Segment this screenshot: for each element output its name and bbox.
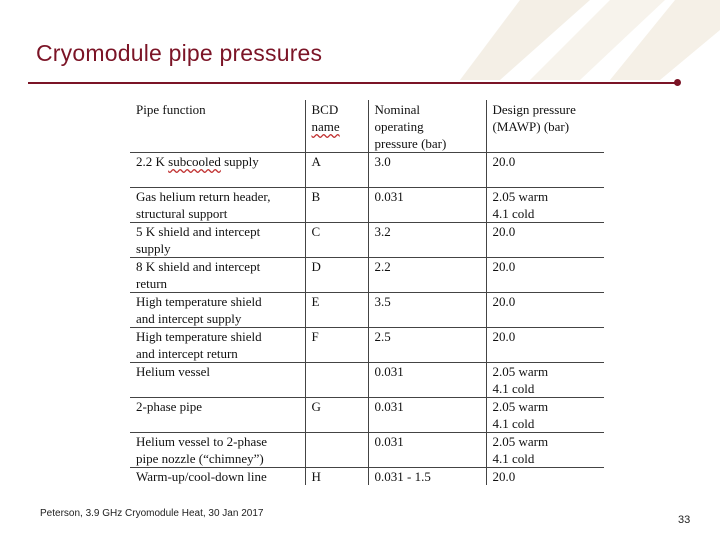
table-row [130, 363, 604, 398]
table-row [130, 153, 604, 188]
cell-design-line1: 2.05 warm [492, 434, 549, 449]
cell-pipe-function [130, 223, 305, 258]
cell-design [486, 153, 604, 188]
cell-design [486, 468, 604, 486]
cell-function-line1: Gas helium return header, [136, 189, 271, 204]
cell-function-line2: pipe nozzle (“chimney”) [136, 451, 264, 466]
cell-bcd: F [305, 328, 368, 363]
cell-function-line2: supply [136, 241, 171, 256]
title-underline-dot [674, 79, 681, 86]
cell-nominal: 0.031 - 1.5 [368, 468, 486, 486]
cell-design [486, 188, 604, 223]
table-row [130, 328, 604, 363]
cell-nominal: 3.5 [368, 293, 486, 328]
title-underline [28, 82, 676, 84]
table-row [130, 293, 604, 328]
header-nominal-line1: Nominal [374, 102, 420, 117]
cell-nominal: 0.031 [368, 433, 486, 468]
header-pipe-function-text: Pipe function [136, 102, 206, 117]
cell-design-line1: 20.0 [492, 259, 516, 274]
table-row [130, 398, 604, 433]
table-header-row [130, 100, 604, 153]
pipe-pressure-table [130, 100, 604, 485]
header-pipe-function [130, 100, 305, 153]
table-row [130, 188, 604, 223]
cell-design-line2: 4.1 cold [492, 416, 535, 431]
cell-pipe-function [130, 188, 305, 223]
cell-bcd: G [305, 398, 368, 433]
cell-design [486, 363, 604, 398]
cell-function-line1: 2-phase pipe [136, 399, 203, 414]
header-bcd-name [305, 100, 368, 153]
header-bcd-line1: BCD [311, 102, 339, 117]
cell-nominal: 2.2 [368, 258, 486, 293]
pipe-pressure-table-wrapper [130, 100, 604, 485]
cell-function-line1: Helium vessel to 2-phase [136, 434, 268, 449]
cell-design-line1: 20.0 [492, 224, 516, 239]
header-nominal-line2: operating [374, 119, 424, 134]
cell-pipe-function [130, 398, 305, 433]
cell-design [486, 328, 604, 363]
cell-design-line1: 2.05 warm [492, 189, 549, 204]
header-design-pressure [486, 100, 604, 153]
cell-bcd [305, 363, 368, 398]
cell-pipe-function [130, 293, 305, 328]
cell-design-line1: 20.0 [492, 154, 516, 169]
cell-function-line1: High temperature shield [136, 294, 262, 309]
cell-bcd: E [305, 293, 368, 328]
header-nominal-pressure [368, 100, 486, 153]
cell-function-line2: and intercept supply [136, 311, 242, 326]
header-nominal-line3: pressure (bar) [374, 136, 447, 151]
slide-title: Cryomodule pipe pressures [36, 40, 323, 66]
table-row [130, 468, 604, 486]
header-bcd-line2: name [311, 119, 340, 134]
cell-nominal: 0.031 [368, 398, 486, 433]
cell-nominal: 3.2 [368, 223, 486, 258]
table-row [130, 223, 604, 258]
cell-pipe-function [130, 153, 305, 188]
cell-nominal: 3.0 [368, 153, 486, 188]
cell-bcd [305, 433, 368, 468]
spellcheck-word: subcooled [168, 154, 221, 169]
page-number: 33 [678, 514, 691, 526]
cell-pipe-function [130, 433, 305, 468]
cell-nominal: 0.031 [368, 363, 486, 398]
cell-design [486, 223, 604, 258]
cell-design-line1: 20.0 [492, 469, 516, 484]
cell-pipe-function [130, 363, 305, 398]
cell-design-line2: 4.1 cold [492, 381, 535, 396]
cell-function-line2: and intercept return [136, 346, 238, 361]
cell-design-line1: 2.05 warm [492, 399, 549, 414]
cell-design [486, 293, 604, 328]
cell-function-line1: 2.2 K subcooled supply [136, 154, 259, 169]
cell-design-line2: 4.1 cold [492, 206, 535, 221]
cell-design [486, 258, 604, 293]
cell-function-line2 [136, 170, 305, 187]
cell-function-line2: return [136, 276, 168, 291]
cell-function-line1: 8 K shield and intercept [136, 259, 261, 274]
header-design-line1: Design pressure [492, 102, 576, 117]
cell-bcd: D [305, 258, 368, 293]
cell-design-line2: 4.1 cold [492, 451, 535, 466]
cell-pipe-function [130, 328, 305, 363]
cell-nominal: 0.031 [368, 188, 486, 223]
cell-design-line1: 20.0 [492, 329, 516, 344]
cell-nominal: 2.5 [368, 328, 486, 363]
cell-pipe-function [130, 468, 305, 486]
cell-function-line1: Helium vessel [136, 364, 211, 379]
table-row [130, 258, 604, 293]
decorative-swoosh [460, 0, 720, 80]
header-design-line2: (MAWP) (bar) [492, 119, 570, 134]
cell-design [486, 433, 604, 468]
slide-footer: Peterson, 3.9 GHz Cryomodule Heat, 30 Jan 2017 [40, 508, 264, 519]
cell-design [486, 398, 604, 433]
cell-bcd: H [305, 468, 368, 486]
cell-function-line2: structural support [136, 206, 228, 221]
cell-bcd: B [305, 188, 368, 223]
cell-function-line1: High temperature shield [136, 329, 262, 344]
cell-pipe-function [130, 258, 305, 293]
cell-bcd: C [305, 223, 368, 258]
cell-function-line1: Warm-up/cool-down line [136, 469, 267, 484]
cell-function-line1: 5 K shield and intercept [136, 224, 261, 239]
cell-design-line1: 2.05 warm [492, 364, 549, 379]
cell-bcd: A [305, 153, 368, 188]
table-row [130, 433, 604, 468]
cell-design-line1: 20.0 [492, 294, 516, 309]
